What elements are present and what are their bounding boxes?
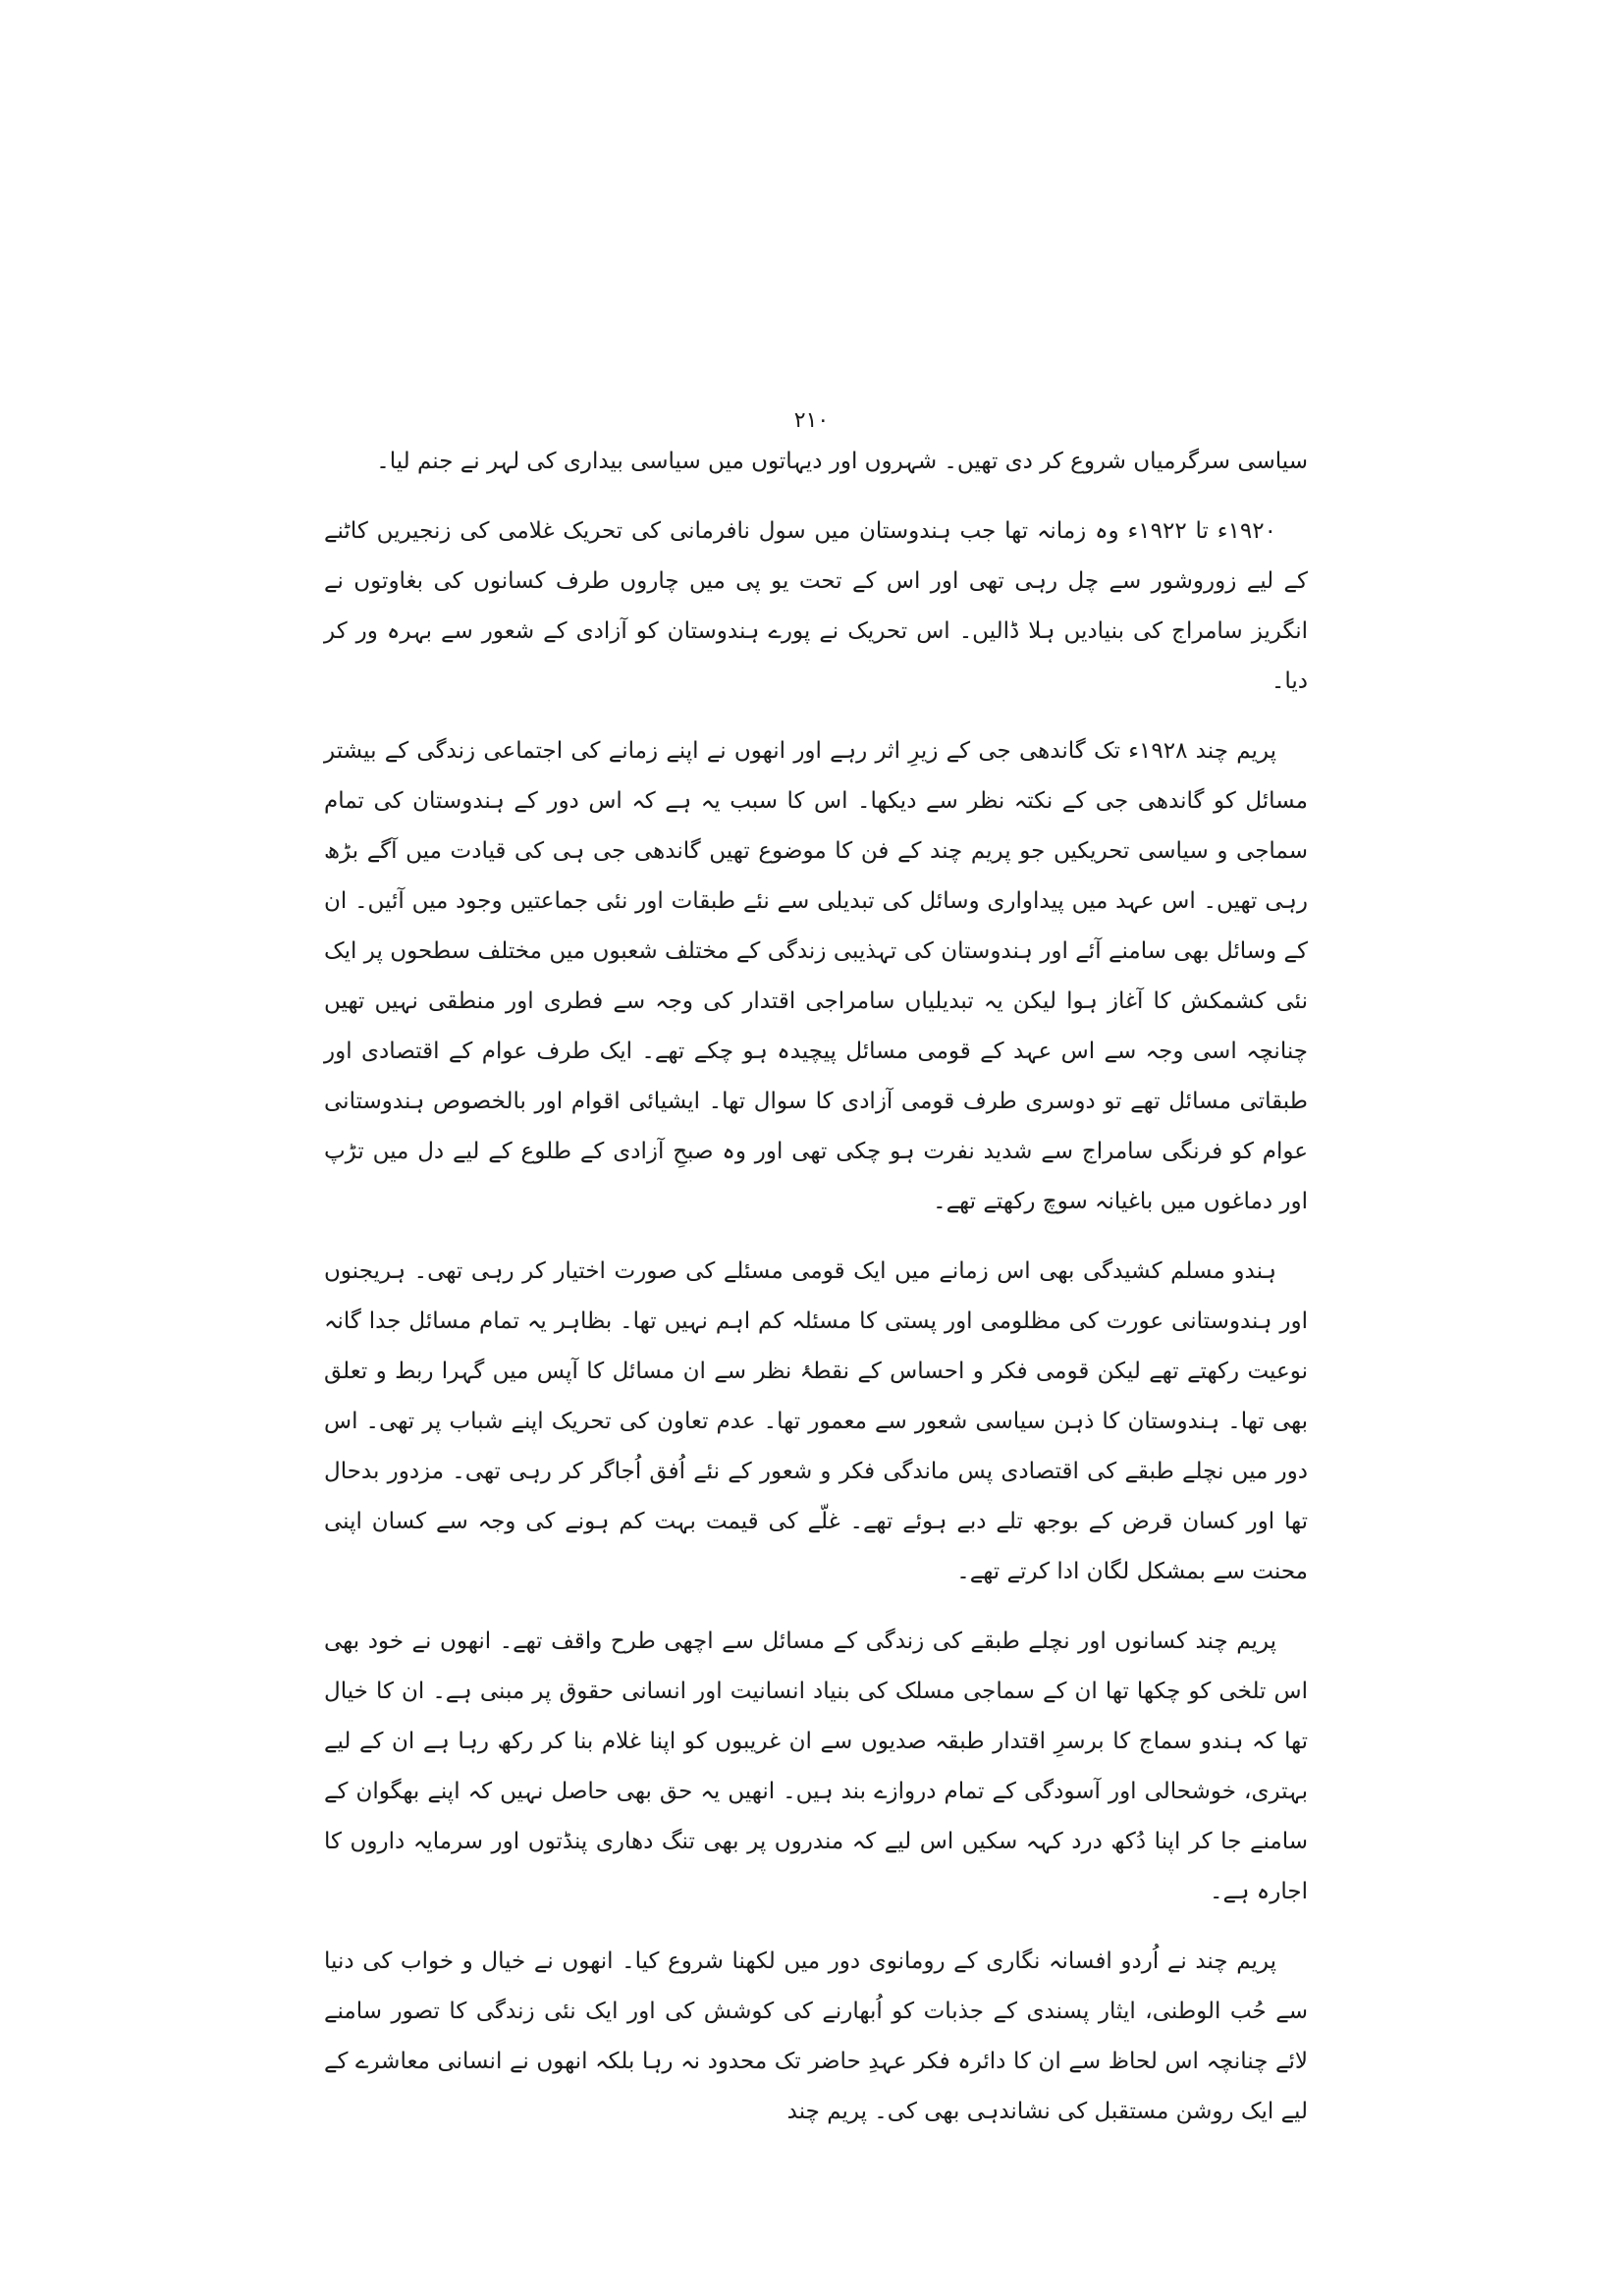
paragraph-2: ۱۹۲۰ء تا ۱۹۲۲ء وہ زمانہ تھا جب ہندوستان میں سول نافرمانی کی تحریک غلامی کی زنجیریں کاٹنے کے لیے زوروشور سے چل رہی تھی اور اس کے تحت یو پی میں چاروں طرف کسانوں کی بغاوتوں نے انگریز سامراج کی بنیادیں ہلا ڈالیں۔ اس تحریک نے پورے ہندوستان کو آزادی کے شعور سے بہرہ ور کر دیا۔ — [324, 518, 1308, 694]
paragraph-4: ہندو مسلم کشیدگی بھی اس زمانے میں ایک قومی مسئلے کی صورت اختیار کر رہی تھی۔ ہریجنوں اور ہندوستانی عورت کی مظلومی اور پستی کا مسئلہ کم اہم نہیں تھا۔ بظاہر یہ تمام مسائل جدا گانہ نوعیت رکھتے تھے لیکن قومی فکر و احساس کے نقطۂ نظر سے ان مسائل کا آپس میں گہرا ربط و تعلق بھی تھا۔ ہندوستان کا ذہن سیاسی شعور سے معمور تھا۔ عدم تعاون کی تحریک اپنے شباب پر تھی۔ اس دور میں نچلے طبقے کی اقتصادی پس ماندگی فکر و شعور کے نئے اُفق اُجاگر کر رہی تھی۔ مزدور بدحال تھا اور کسان قرض کے بوجھ تلے دبے ہوئے تھے۔ غلّے کی قیمت بہت کم ہونے کی وجہ سے کسان اپنی محنت سے بمشکل لگان ادا کرتے تھے۔ — [324, 1258, 1308, 1584]
page-number: ۲۱۰ — [793, 408, 830, 433]
paragraph-3: پریم چند ۱۹۲۸ء تک گاندھی جی کے زیرِ اثر رہے اور انھوں نے اپنے زمانے کی اجتماعی زندگی کے بیشتر مسائل کو گاندھی جی کے نکتہ نظر سے دیکھا۔ اس کا سبب یہ ہے کہ اس دور کے ہندوستان کی تمام سماجی و سیاسی تحریکیں جو پریم چند کے فن کا موضوع تھیں گاندھی جی ہی کی قیادت میں آگے بڑھ رہی تھیں۔ اس عہد میں پیداواری وسائل کی تبدیلی سے نئے طبقات اور نئی جماعتیں وجود میں آئیں۔ ان کے وسائل بھی سامنے آئے اور ہندوستان کی تہذیبی زندگی کے مختلف شعبوں میں مختلف سطحوں پر ایک نئی کشمکش کا آغاز ہوا لیکن یہ تبدیلیاں سامراجی اقتدار کی وجہ سے فطری اور منطقی نہیں تھیں چنانچہ اسی وجہ سے اس عہد کے قومی مسائل پیچیدہ ہو چکے تھے۔ ایک طرف عوام کے اقتصادی اور طبقاتی مسائل تھے تو دوسری طرف قومی آزادی کا سوال تھا۔ ایشیائی اقوام اور بالخصوص ہندوستانی عوام کو فرنگی سامراج سے شدید نفرت ہو چکی تھی اور وہ صبحِ آزادی کے طلوع کے لیے دل میں تڑپ اور دماغوں میں باغیانہ سوچ رکھتے تھے۔ — [324, 738, 1308, 1214]
paragraph-1: سیاسی سرگرمیاں شروع کر دی تھیں۔ شہروں اور دیہاتوں میں سیاسی بیداری کی لہر نے جنم لیا۔ — [376, 449, 1308, 474]
body-text — [324, 437, 1308, 2137]
paragraph-6: پریم چند نے اُردو افسانہ نگاری کے رومانوی دور میں لکھنا شروع کیا۔ انھوں نے خیال و خواب کی دنیا سے حُب الوطنی، ایثار پسندی کے جذبات کو اُبھارنے کی کوشش کی اور ایک نئی زندگی کا تصور سامنے لائے چنانچہ اس لحاظ سے ان کا دائرہ فکر عہدِ حاضر تک محدود نہ رہا بلکہ انھوں نے انسانی معاشرے کے لیے ایک روشن مستقبل کی نشاندہی بھی کی۔ پریم چند — [324, 1949, 1308, 2124]
paragraph-5: پریم چند کسانوں اور نچلے طبقے کی زندگی کے مسائل سے اچھی طرح واقف تھے۔ انھوں نے خود بھی اس تلخی کو چکھا تھا ان کے سماجی مسلک کی بنیاد انسانیت اور انسانی حقوق پر مبنی ہے۔ ان کا خیال تھا کہ ہندو سماج کا برسرِ اقتدار طبقہ صدیوں سے ان غریبوں کو اپنا غلام بنا کر رکھ رہا ہے ان کے لیے بہتری، خوشحالی اور آسودگی کے تمام دروازے بند ہیں۔ انھیں یہ حق بھی حاصل نہیں کہ اپنے بھگوان کے سامنے جا کر اپنا دُکھ درد کہہ سکیں اس لیے کہ مندروں پر بھی تنگ دھاری پنڈتوں اور سرمایہ داروں کا اجارہ ہے۔ — [324, 1629, 1308, 1904]
